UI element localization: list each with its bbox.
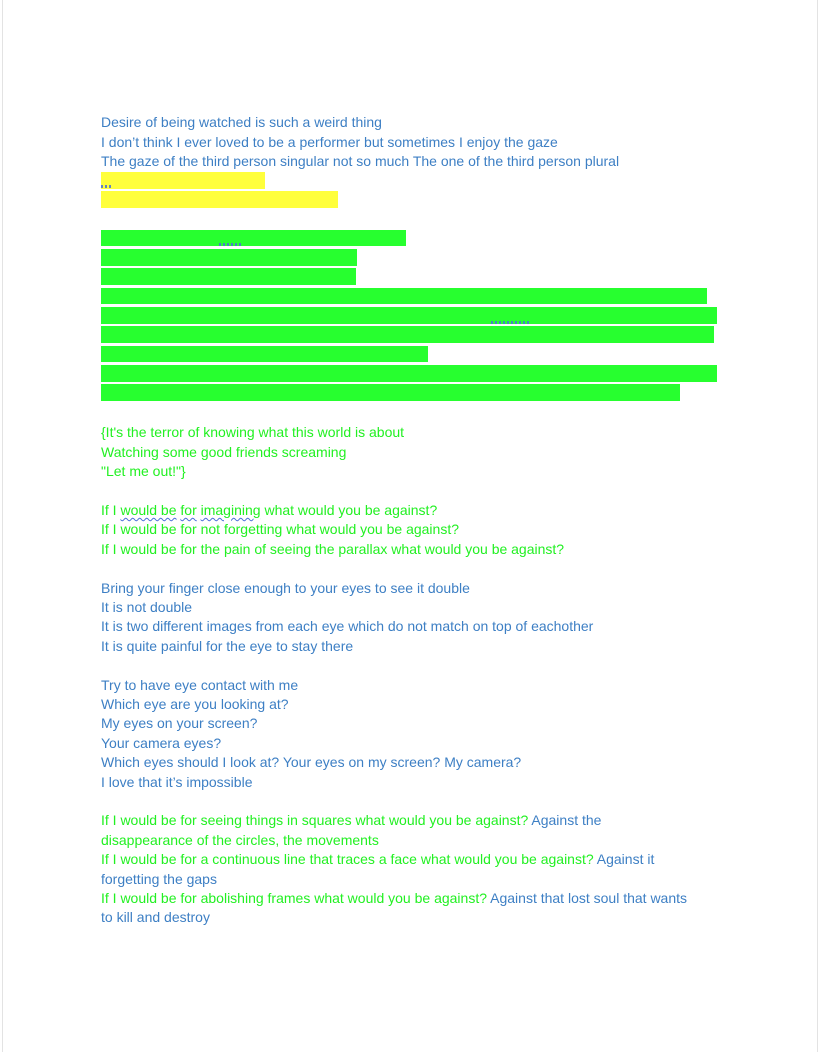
spellcheck-underline: [101, 185, 113, 188]
text-line: I love that it’s impossible: [101, 774, 253, 790]
document-page: [2, 0, 818, 1052]
text-line: to kill and destroy: [101, 909, 210, 925]
text-run: what would you be against?: [260, 502, 438, 518]
text-line: {It's the terror of knowing what this world is about: [101, 424, 405, 440]
text-run-underlined: would be: [120, 502, 177, 518]
text-run-underlined: for: [180, 502, 197, 518]
green-highlight-bar: [101, 288, 707, 304]
text-line: Try to have eye contact with me: [101, 677, 299, 693]
text-line: [101, 889, 687, 908]
text-line: Which eye are you looking at?: [101, 696, 289, 712]
text-line: If I would be for not forgetting what would you be against?: [101, 521, 460, 537]
text-line: Which eyes should I look at? Your eyes on my screen? My camera?: [101, 754, 522, 770]
text-line: My eyes on your screen?: [101, 715, 258, 731]
text-line: disappearance of the circles, the movements: [101, 832, 379, 848]
text-line: The gaze of the third person singular not so much The one of the third person plural: [101, 153, 620, 169]
text-line: Desire of being watched is such a weird thing: [101, 114, 382, 130]
green-highlight-bar: [101, 307, 717, 324]
spellcheck-underline: [219, 243, 243, 246]
text-line: forgetting the gaps: [101, 871, 217, 887]
text-run: If I would be for a continuous line that traces a face what would you be against?: [101, 851, 594, 867]
text-line: Your camera eyes?: [101, 735, 222, 751]
text-line: If I would be for the pain of seeing the parallax what would you be against?: [101, 541, 565, 557]
spellcheck-underline: [491, 321, 529, 324]
text-line: [101, 811, 601, 830]
text-run: If I would be for abolishing frames what would you be against?: [101, 890, 488, 906]
text-run: Against that lost soul that wants: [487, 890, 688, 906]
text-run: If I: [101, 502, 121, 518]
text-line: [101, 850, 654, 869]
green-highlight-bar: [101, 249, 357, 266]
text-line: It is not double: [101, 599, 193, 615]
text-line: "Let me out!"}: [101, 463, 186, 479]
green-highlight-bar: [101, 384, 680, 401]
green-highlight-bar: [101, 346, 428, 362]
green-highlight-bar: [101, 326, 714, 343]
text-line: Watching some good friends screaming: [101, 444, 347, 460]
text-run-underlined: imagining: [200, 502, 261, 518]
text-run: Against it: [593, 851, 655, 867]
text-line: I don’t think I ever loved to be a performer but sometimes I enjoy the gaze: [101, 134, 558, 150]
green-highlight-bar: [101, 230, 406, 246]
text-run: Against the: [528, 812, 602, 828]
text-line: It is two different images from each eye which do not match on top of eachother: [101, 618, 594, 634]
text-run: If I would be for seeing things in squares what would you be against?: [101, 812, 529, 828]
text-line: [101, 501, 437, 520]
green-highlight-bar: [101, 268, 356, 285]
yellow-highlight-bar: [101, 172, 265, 189]
text-line: Bring your finger close enough to your eyes to see it double: [101, 580, 470, 596]
text-line: It is quite painful for the eye to stay there: [101, 638, 354, 654]
yellow-highlight-bar: [101, 191, 338, 208]
green-highlight-bar: [101, 365, 717, 382]
